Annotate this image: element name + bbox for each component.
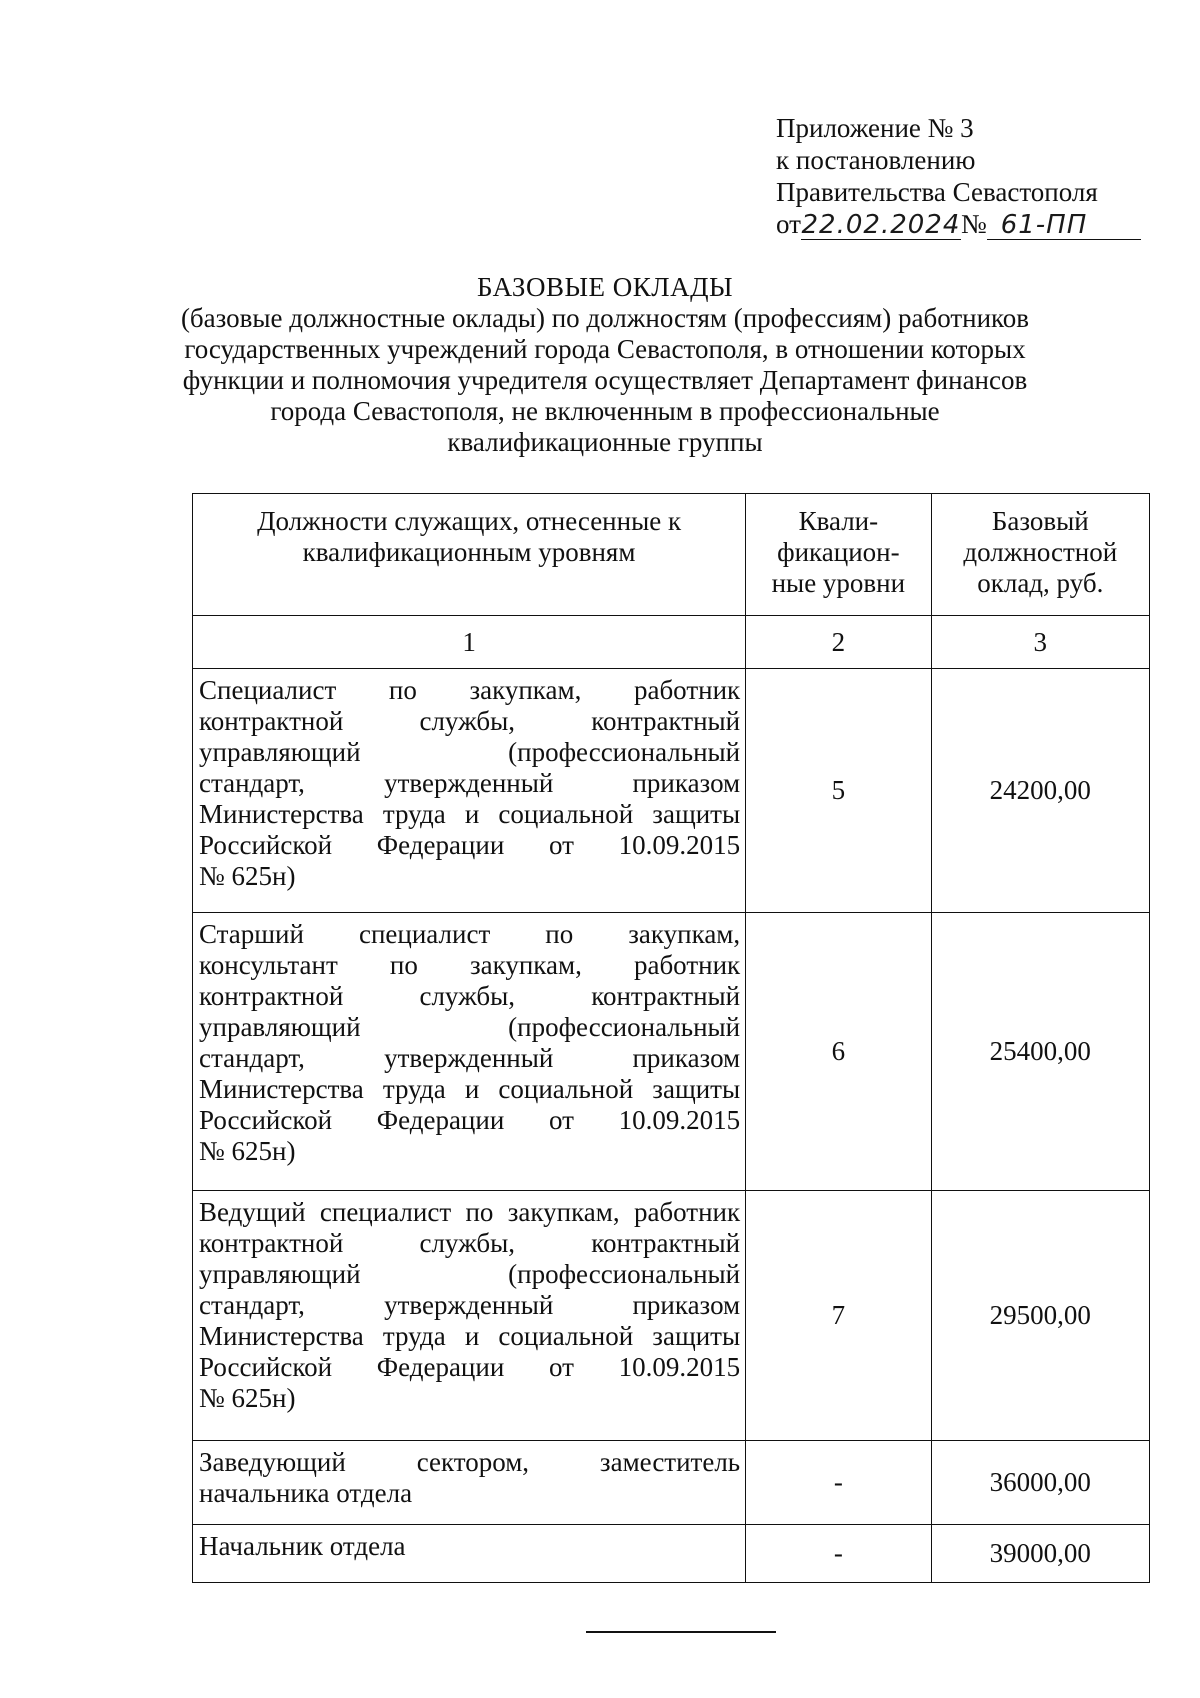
position-line: Ведущий специалист по закупкам, работник <box>199 1197 741 1227</box>
document-heading <box>180 272 1030 458</box>
column-number: 2 <box>746 616 931 669</box>
subtitle-line: квалификационные группы <box>447 427 763 457</box>
position-cell <box>193 1441 746 1525</box>
date-prefix: от <box>776 209 801 239</box>
position-line: Специалист по закупкам, работник <box>199 675 741 705</box>
position-cell <box>193 1191 746 1441</box>
position-line: управляющий (профессиональный <box>199 1012 741 1042</box>
position-line: управляющий (профессиональный <box>199 737 741 767</box>
position-line: Министерства труда и социальной защиты <box>199 1074 741 1104</box>
level-cell: 5 <box>746 669 931 913</box>
table-header-row <box>193 494 1150 616</box>
position-cell <box>193 669 746 913</box>
subtitle-line: функции и полномочия учредителя осуществляет Департамент финансов <box>182 365 1028 395</box>
position-line: стандарт, утвержденный приказом <box>199 1290 741 1320</box>
position-cell <box>193 913 746 1191</box>
position-line: № 625н) <box>199 1383 296 1413</box>
column-number: 3 <box>931 616 1149 669</box>
salary-cell: 39000,00 <box>931 1525 1149 1583</box>
table-row <box>193 913 1150 1191</box>
column-number-row <box>193 616 1150 669</box>
position-line: Российской Федерации от 10.09.2015 <box>199 1352 741 1382</box>
subtitle-line: государственных учреждений города Севастополя, в отношении которых <box>184 334 1026 364</box>
position-cell <box>193 1525 746 1583</box>
position-line: № 625н) <box>199 1136 296 1166</box>
position-line: консультант по закупкам, работник <box>199 950 741 980</box>
level-cell: - <box>746 1525 931 1583</box>
position-line: стандарт, утвержденный приказом <box>199 1043 741 1073</box>
table-row <box>193 1525 1150 1583</box>
salary-cell: 29500,00 <box>931 1191 1149 1441</box>
header-line: Должности служащих, отнесенные к <box>257 506 682 536</box>
appendix-block <box>776 112 1141 240</box>
document-title: БАЗОВЫЕ ОКЛАДЫ <box>476 272 734 302</box>
position-line: контрактной службы, контрактный <box>199 706 741 736</box>
level-cell: 6 <box>746 913 931 1191</box>
position-line: управляющий (профессиональный <box>199 1259 741 1289</box>
header-line: должностной <box>963 537 1118 567</box>
salary-cell: 24200,00 <box>931 669 1149 913</box>
level-cell: 7 <box>746 1191 931 1441</box>
header-salary <box>931 494 1149 616</box>
number-prefix: № <box>960 209 987 239</box>
position-line: Начальник отдела <box>199 1531 406 1561</box>
header-line: Квали- <box>798 506 879 536</box>
header-positions <box>193 494 746 616</box>
header-line: ные уровни <box>771 568 906 598</box>
appendix-date-line <box>776 208 1141 240</box>
position-line: № 625н) <box>199 861 296 891</box>
position-line: контрактной службы, контрактный <box>199 981 741 1011</box>
appendix-line-1: Приложение № 3 <box>776 113 974 143</box>
appendix-line-3: Правительства Севастополя <box>776 177 1098 207</box>
position-line: Министерства труда и социальной защиты <box>199 799 741 829</box>
handwritten-date: 22.02.2024 <box>801 210 961 240</box>
position-line: Старший специалист по закупкам, <box>199 919 741 949</box>
position-line: контрактной службы, контрактный <box>199 1228 741 1258</box>
position-line: Российской Федерации от 10.09.2015 <box>199 1105 741 1135</box>
position-line: начальника отдела <box>199 1478 413 1508</box>
position-line: Российской Федерации от 10.09.2015 <box>199 830 741 860</box>
header-levels <box>746 494 931 616</box>
header-line: фикацион- <box>777 537 900 567</box>
column-number: 1 <box>193 616 746 669</box>
handwritten-number: 61-ПП <box>987 211 1141 240</box>
table-row <box>193 1441 1150 1525</box>
appendix-line-2: к постановлению <box>776 145 976 175</box>
salary-table <box>192 493 1150 1583</box>
closing-divider <box>586 1631 776 1633</box>
position-line: стандарт, утвержденный приказом <box>199 768 741 798</box>
header-line: квалификационным уровням <box>302 537 636 567</box>
salary-cell: 25400,00 <box>931 913 1149 1191</box>
position-line: Заведующий сектором, заместитель <box>199 1447 741 1477</box>
header-line: оклад, руб. <box>977 568 1104 598</box>
table-row <box>193 669 1150 913</box>
table-row <box>193 1191 1150 1441</box>
salary-cell: 36000,00 <box>931 1441 1149 1525</box>
level-cell: - <box>746 1441 931 1525</box>
subtitle-line: города Севастополя, не включенным в профессиональные <box>270 396 940 426</box>
position-line: Министерства труда и социальной защиты <box>199 1321 741 1351</box>
header-line: Базовый <box>991 506 1089 536</box>
subtitle-line: (базовые должностные оклады) по должностям (профессиям) работников <box>180 303 1030 333</box>
